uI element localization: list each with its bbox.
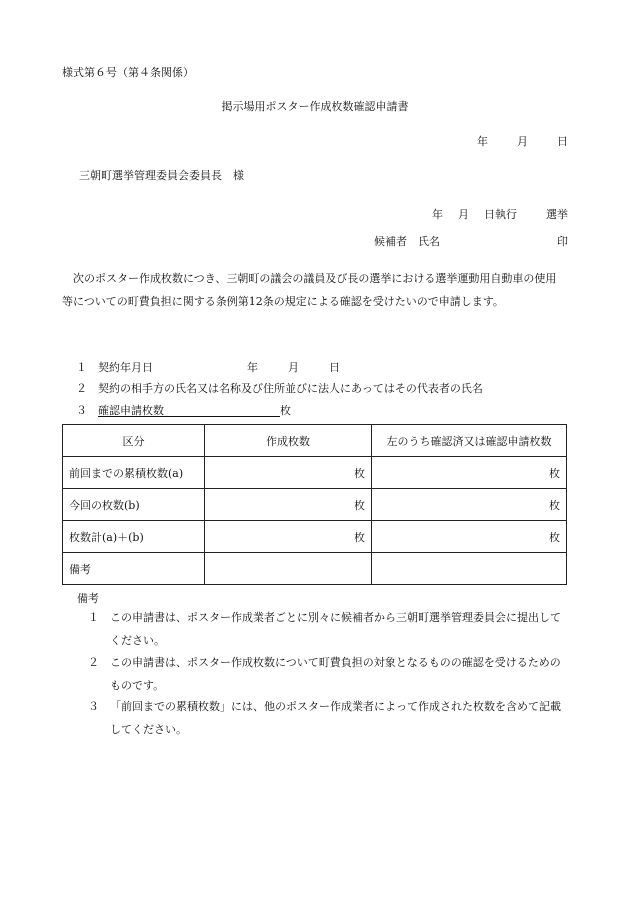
- row-label: 前回までの累積枚数(a): [63, 457, 205, 489]
- note-number: １: [88, 611, 99, 624]
- item-label: 契約年月日: [98, 361, 153, 374]
- note-item: [88, 651, 568, 697]
- row-label: 今回の枚数(b): [63, 489, 205, 521]
- row-label: 枚数計(a)＋(b): [63, 521, 205, 553]
- item-number: ２: [76, 382, 87, 395]
- candidate-line: [374, 236, 568, 247]
- table-row: [63, 489, 567, 521]
- document-title: 掲示場用ポスター作成枚数確認申請書: [221, 100, 409, 113]
- confirmed-count-cell: 枚: [372, 457, 567, 489]
- note-item: [88, 695, 568, 741]
- column-header-category: 区分: [63, 425, 205, 457]
- note-number: ２: [88, 656, 99, 669]
- requested-count-field: [98, 405, 280, 417]
- remarks-cell: [372, 553, 567, 585]
- remarks-cell: [205, 553, 372, 585]
- candidate-name-label: 候補者 氏名: [374, 235, 440, 248]
- application-statement: 次のポスター作成枚数につき、三朝町の議会の議員及び長の選挙における選挙運動用自動車の使用等についての町費負担に関する条例第12条の規定による確認を受けたいので申請します。: [62, 272, 557, 308]
- note-number: ３: [88, 700, 99, 713]
- item-number: １: [76, 361, 87, 374]
- election-label: 選挙: [546, 208, 568, 221]
- created-count-cell: 枚: [205, 489, 372, 521]
- table-row: [63, 521, 567, 553]
- note-item: [88, 606, 568, 652]
- item-requested-count: [76, 405, 291, 417]
- item-label: 確認申請枚数: [98, 404, 164, 417]
- election-day-exec-label: 日執行: [484, 208, 517, 221]
- item-contractor: [76, 383, 483, 394]
- column-header-confirmed-count: 左のうち確認済又は確認申請枚数: [372, 425, 567, 457]
- contract-day-label: 日: [329, 361, 340, 374]
- confirmed-count-cell: 枚: [372, 489, 567, 521]
- item-number: ３: [76, 404, 87, 417]
- election-year-label: 年: [432, 208, 443, 221]
- confirmed-count-cell: 枚: [372, 521, 567, 553]
- date-month-label: 月: [517, 135, 528, 148]
- form-number: 様式第６号（第４条関係）: [62, 66, 194, 79]
- column-header-created-count: 作成枚数: [205, 425, 372, 457]
- application-date: [477, 136, 568, 147]
- table-row: [63, 553, 567, 585]
- seal-mark: 印: [557, 235, 568, 248]
- table-row: [63, 457, 567, 489]
- note-text: この申請書は、ポスター作成枚数について町費負担の対象となるものの確認を受けるためのものです。: [110, 656, 561, 692]
- item-label: 契約の相手方の氏名又は名称及び住所並びに法人にあってはその代表者の氏名: [98, 382, 483, 395]
- created-count-cell: 枚: [205, 521, 372, 553]
- addressee: 三朝町選挙管理委員会委員長 様: [79, 169, 244, 182]
- requested-count-unit: 枚: [280, 404, 291, 417]
- note-text: 「前回までの累積枚数」には、他のポスター作成業者によって作成された枚数を含めて記載してください。: [110, 700, 561, 736]
- contract-month-label: 月: [288, 361, 299, 374]
- poster-count-table: [62, 424, 567, 585]
- notes-title: 備考: [77, 592, 99, 605]
- date-day-label: 日: [557, 135, 568, 148]
- row-label: 備考: [63, 553, 205, 585]
- contract-year-label: 年: [247, 361, 258, 374]
- election-month-label: 月: [458, 208, 469, 221]
- item-contract-date: [76, 362, 340, 373]
- note-text: この申請書は、ポスター作成業者ごとに別々に候補者から三朝町選挙管理委員会に提出してください。: [110, 611, 561, 647]
- date-year-label: 年: [477, 135, 488, 148]
- table-header-row: [63, 425, 567, 457]
- created-count-cell: 枚: [205, 457, 372, 489]
- election-line: [432, 209, 568, 220]
